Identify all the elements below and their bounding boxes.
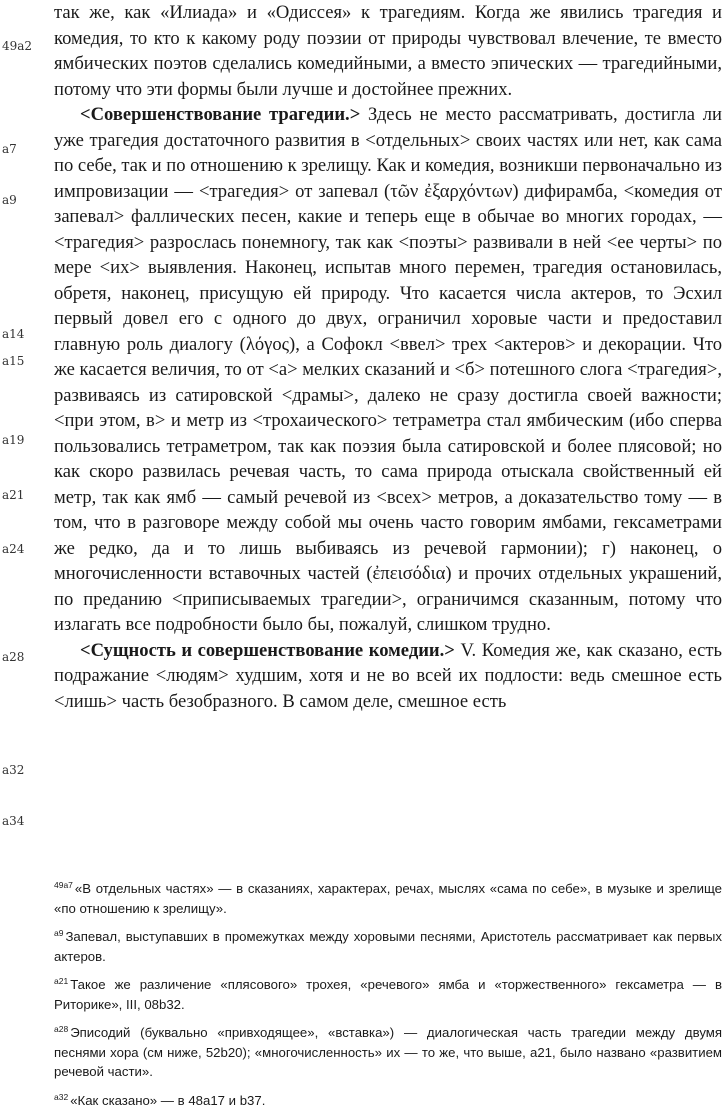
main-text: [54, 0, 722, 714]
margin-ref: a19: [2, 433, 25, 447]
margin-ref: a21: [2, 488, 25, 502]
footnote: [54, 876, 722, 918]
margin-ref: a9: [2, 193, 17, 207]
footnote-ref: 49a7: [54, 880, 73, 890]
paragraph: так же, как «Илиада» и «Одиссея» к трагедиям. Когда же явились трагедия и комедия, то кто к какому роду поэзии от природы чувствовал влечение, те вместо ямбических поэтов сделались комедийными, а вместо эпических — трагедийными, потому что эти формы были лучше и достойнее прежних.: [54, 2, 722, 100]
footnote: [54, 1020, 722, 1082]
footnote-ref: a9: [54, 928, 64, 938]
margin-ref: a32: [2, 763, 25, 777]
section-heading: <Совершенствование трагедии.>: [80, 104, 361, 125]
footnote-text: Запевал, выступавших в промежутках между хоровыми песнями, Аристотель рассматривает как первых актеров.: [54, 929, 722, 964]
margin-ref: a24: [2, 542, 25, 556]
margin-ref: a34: [2, 814, 25, 828]
margin-ref: a28: [2, 650, 25, 664]
margin-ref: a7: [2, 142, 17, 156]
footnote-text: «Как сказано» — в 48a17 и b37.: [70, 1092, 266, 1108]
footnote: [54, 972, 722, 1014]
margin-ref: 49a2: [2, 39, 33, 53]
footnotes: [54, 876, 722, 1116]
margin-ref: a14: [2, 327, 25, 341]
footnote: [54, 1088, 722, 1111]
footnote-ref: a32: [54, 1091, 69, 1102]
footnote-text: Такое же различение «плясового» трохея, «речевого» ямба и «торжественного» гексаметра — в Риторике», III, 08b32.: [54, 977, 722, 1012]
paragraph: [54, 638, 722, 715]
footnote-ref: a21: [54, 976, 69, 986]
section-heading: <Сущность и совершенствование комедии.>: [80, 639, 455, 661]
footnote-text: «В отдельных частях» — в сказаниях, характерах, речах, мыслях «сама по себе», в музыке и зрелище «по отношению к зрелищу».: [54, 881, 722, 916]
margin-ref: a15: [2, 354, 25, 368]
paragraph: [54, 102, 722, 638]
paragraph-text: Здесь не место рассматривать, достигла ли уже трагедия достаточного развития в <отдельных> своих частях или нет, как сама по себе, так и по отношению к зрелищу. Как и комедия, возникши первоначально из импровизации — <трагедия> от запевал (τῶν ἐξαρχόντων) дифирамба, <комедия от запевал> фаллических песен, какие и теперь еще в обычае во многих городах, — <трагедия> разрослась понемногу, так как <поэты> развивали в ней <ее черты> по мере <их> выявления. Наконец, испытав много перемен, трагедия остановилась, обретя, наконец, присущую ей природу. Что касается числа актеров, то Эсхил первый довел его с одного до двух, ограничил хоровые части и предоставил главную роль диалогу (λόγος), а Софокл <ввел> трех <актеров> и декорации. Что же касается величия, то от <а> мелких сказаний и <б> потешного слога <трагедия>, развиваясь из сатировской <драмы>, далеко не сразу достигла своей важности; <при этом, в> и метр из <трохаического> тетраметра стал ямбическим (ибо сперва пользовались тетраметром, так как поэзия была сатировской и более плясовой; но как скоро развилась речевая часть, то сама природа отыскала свойственный ей метр, так как ямб — самый речевой из <всех> метров, а доказательство тому — в том, что в разговоре между собой мы очень часто говорим ямбами, гексаметрами же редко, да и то лишь выбиваясь из речевой гармонии); г) наконец, о многочисленности вставочных частей (ἐπεισόδια) и прочих отдельных украшений, по преданию <приписываемых трагедии>, ограничимся сказанным, потому что излагать все подробности было бы, пожалуй, слишком трудно.: [54, 104, 722, 635]
paragraph-text: V. Комедия же, как сказано, есть подражание <людям> худшим, хотя и не во всей их подлости: ведь смешное есть <лишь> часть безобразного. В самом деле, смешное есть: [54, 639, 723, 712]
footnote: [54, 924, 722, 966]
footnote-ref: a28: [54, 1024, 69, 1034]
footnote-text: Эписодий (буквально «привходящее», «вставка») — диалогическая часть трагедии между двумя песнями хора (см ниже, 52b20); «многочисленность» их — то же, что выше, a21, было названо «развитием речевой части».: [54, 1025, 722, 1079]
